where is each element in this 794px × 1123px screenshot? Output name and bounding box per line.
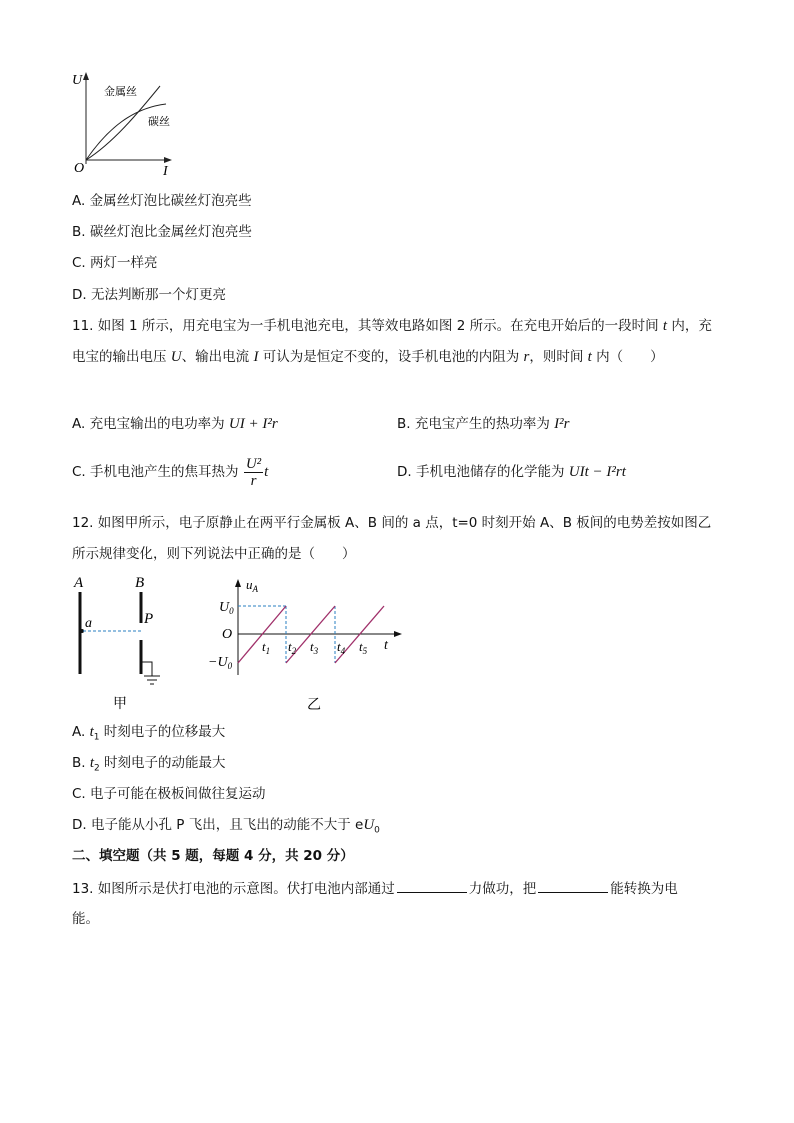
tick-t5: $t_5$ (359, 639, 368, 656)
u0-label: $U_0$ (219, 600, 234, 616)
section-heading: 二、填空题（共 5 题，每题 4 分，共 20 分） (72, 848, 354, 864)
fraction: $\frac{\text{U²}}{r}$ (245, 455, 262, 489)
q11-stem-line1: 11. 如图 1 所示，用充电宝为一手机电池充电，其等效电路如图 2 所示。在充电开始后的一段时间 t 内，充 (72, 318, 712, 334)
tick-t2: $t_2$ (288, 639, 297, 656)
answer-blank-2[interactable] (538, 878, 608, 893)
q12-option-c: C. 电子可能在极板间做往复运动 (72, 786, 266, 802)
plates-figure (68, 570, 178, 718)
q12-option-d: D. 电子能从小孔 P 飞出，且飞出的动能不大于 $eU_0$ (72, 817, 380, 836)
ground-wire (141, 662, 152, 676)
q12-option-a: A. $t_1$ 时刻电子的位移最大 (72, 724, 226, 743)
q10-option-c: C. 两灯一样亮 (72, 255, 158, 271)
origin-label-2: O (222, 627, 233, 642)
figure-caption-yi: 乙 (307, 697, 321, 713)
x-axis-arrow (394, 631, 402, 637)
q11-option-a: A. 充电宝输出的电功率为 UI + I²r (72, 416, 278, 432)
answer-blank-1[interactable] (397, 878, 467, 893)
q12-stem-line1: 12. 如图甲所示，电子原静止在两平行金属板 A、B 间的 a 点，t=0 时刻开始 A、B 板间的电势差按如图乙 (72, 515, 712, 531)
u-axis-arrow (83, 72, 89, 80)
q11-option-d: D. 手机电池储存的化学能为 UIt − I²rt (397, 464, 626, 480)
plate-b-label: B (135, 575, 145, 591)
tick-t4: $t_4$ (337, 639, 346, 656)
metal-curve-label: 金属丝 (104, 85, 137, 98)
y-axis-arrow (235, 579, 241, 587)
q10-option-b: B. 碳丝灯泡比金属丝灯泡亮些 (72, 224, 252, 240)
hole-p-label: P (144, 611, 154, 627)
tick-t3: $t_3$ (310, 639, 319, 656)
carbon-curve-label: 碳丝 (148, 115, 170, 128)
x-axis-label: t (384, 638, 388, 653)
q13-stem-line2: 能。 (72, 911, 99, 927)
point-a-label: a (85, 616, 92, 631)
q10-option-a: A. 金属丝灯泡比碳丝灯泡亮些 (72, 193, 252, 209)
plate-a-label: A (74, 575, 84, 591)
voltage-graph-figure (200, 575, 410, 720)
i-axis-arrow (164, 157, 172, 163)
q13-stem-line1: 13. 如图所示是伏打电池的示意图。伏打电池内部通过 力做功，把 能转换为电 (72, 878, 678, 899)
q10-option-d: D. 无法判断那一个灯更亮 (72, 287, 226, 303)
q12-option-b: B. $t_2$ 时刻电子的动能最大 (72, 755, 226, 774)
figure-caption-jia: 甲 (113, 696, 127, 712)
i-axis-label: I (163, 164, 168, 179)
neg-u0-label: $-U_0$ (208, 655, 233, 671)
y-axis-label: $u_A$ (246, 577, 258, 594)
u-axis-label: U (72, 73, 83, 88)
iv-graph-figure (68, 68, 183, 180)
q11-option-c: C. 手机电池产生的焦耳热为 $\frac{\text{U²}}{r}$ t (72, 455, 269, 489)
q12-stem-line2: 所示规律变化，则下列说法中正确的是（ ） (72, 546, 356, 562)
tick-t1: $t_1$ (262, 639, 271, 656)
q11-option-b: B. 充电宝产生的热功率为 I²r (397, 416, 570, 432)
origin-label: O (74, 161, 85, 176)
q11-stem-line2: 电宝的输出电压 U、输出电流 I 可认为是恒定不变的，设手机电池的内阻为 r，则时间 t 内（ ） (72, 349, 664, 365)
